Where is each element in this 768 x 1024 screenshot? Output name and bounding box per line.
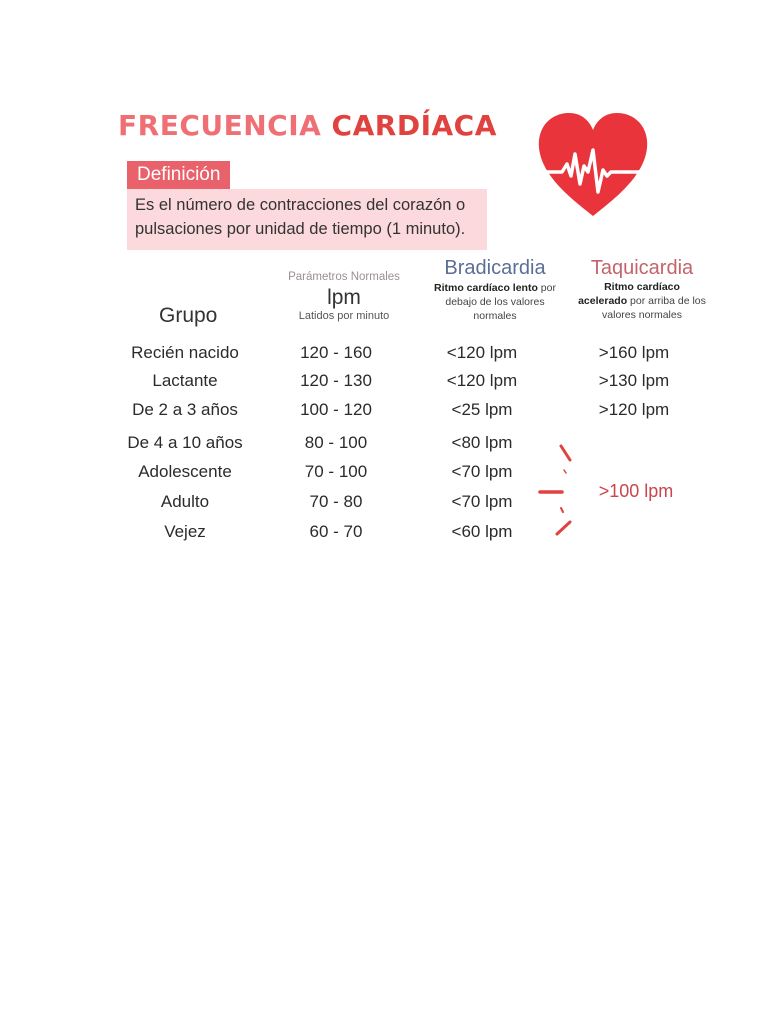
cell-lpm: 80 - 100	[304, 433, 368, 452]
title-part1: FRECUENCIA	[118, 109, 322, 142]
column-header-lpm: lpm	[327, 286, 361, 309]
cell-lpm: 120 - 130	[300, 371, 372, 390]
cell-grupo: De 4 a 10 años	[127, 433, 243, 452]
cell-lpm: 120 - 160	[300, 343, 372, 362]
cell-grupo: Adulto	[160, 492, 210, 511]
table-row	[0, 341, 768, 365]
column-header-bradicardia: Bradicardia	[444, 257, 546, 279]
definition-label: Definición	[127, 161, 230, 189]
taqui-desc-bold1: Ritmo cardíaco	[604, 281, 680, 293]
cell-bradicardia: <120 lpm	[446, 343, 518, 362]
cell-taquicardia: >130 lpm	[598, 371, 670, 390]
cell-grupo: Recién nacido	[131, 343, 239, 362]
cell-grupo: Adolescente	[138, 462, 232, 481]
cell-lpm: 60 - 70	[309, 522, 363, 541]
taqui-desc-rest2: valores normales	[602, 309, 682, 321]
definition-text: Es el número de contracciones del corazón o pulsaciones por unidad de tiempo (1 minuto).	[127, 189, 487, 250]
params-label: Parámetros Normales	[288, 271, 400, 283]
bracket-strokes-icon	[528, 440, 584, 544]
cell-lpm: 70 - 100	[304, 462, 368, 481]
brady-desc-rest1: por	[537, 282, 556, 294]
bradicardia-description	[420, 281, 570, 323]
cell-taquicardia: >120 lpm	[598, 400, 670, 419]
cell-lpm: 100 - 120	[300, 400, 372, 419]
heart-with-pulse-icon	[536, 110, 650, 220]
column-header-grupo: Grupo	[159, 304, 218, 327]
cell-grupo: Lactante	[152, 371, 218, 390]
table-row	[0, 520, 768, 544]
table-row	[0, 431, 768, 455]
cell-lpm: 70 - 80	[309, 492, 363, 511]
cell-bradicardia: <70 lpm	[451, 492, 513, 511]
cell-grupo: Vejez	[164, 522, 206, 541]
brady-desc-rest3: normales	[473, 310, 517, 322]
cell-bradicardia: <120 lpm	[446, 371, 518, 390]
taquicardia-description	[572, 280, 712, 322]
taquicardia-merged-value: >100 lpm	[598, 481, 674, 501]
page-title	[118, 106, 497, 146]
brady-desc-bold: Ritmo cardíaco lento	[434, 282, 538, 294]
cell-bradicardia: <80 lpm	[451, 433, 513, 452]
lpm-subtitle: Latidos por minuto	[298, 310, 390, 322]
title-part2: CARDÍACA	[331, 109, 497, 142]
cell-bradicardia: <25 lpm	[451, 400, 513, 419]
cell-taquicardia: >160 lpm	[598, 343, 670, 362]
table-row	[0, 369, 768, 393]
column-header-taquicardia: Taquicardia	[590, 257, 694, 279]
table-row	[0, 398, 768, 422]
cell-bradicardia: <60 lpm	[451, 522, 513, 541]
cell-bradicardia: <70 lpm	[451, 462, 513, 481]
brady-desc-rest2: debajo de los valores	[445, 296, 545, 308]
taqui-desc-rest1: por arriba de los	[627, 295, 706, 307]
taqui-desc-bold2: acelerado	[578, 295, 628, 307]
cell-grupo: De 2 a 3 años	[132, 400, 238, 419]
